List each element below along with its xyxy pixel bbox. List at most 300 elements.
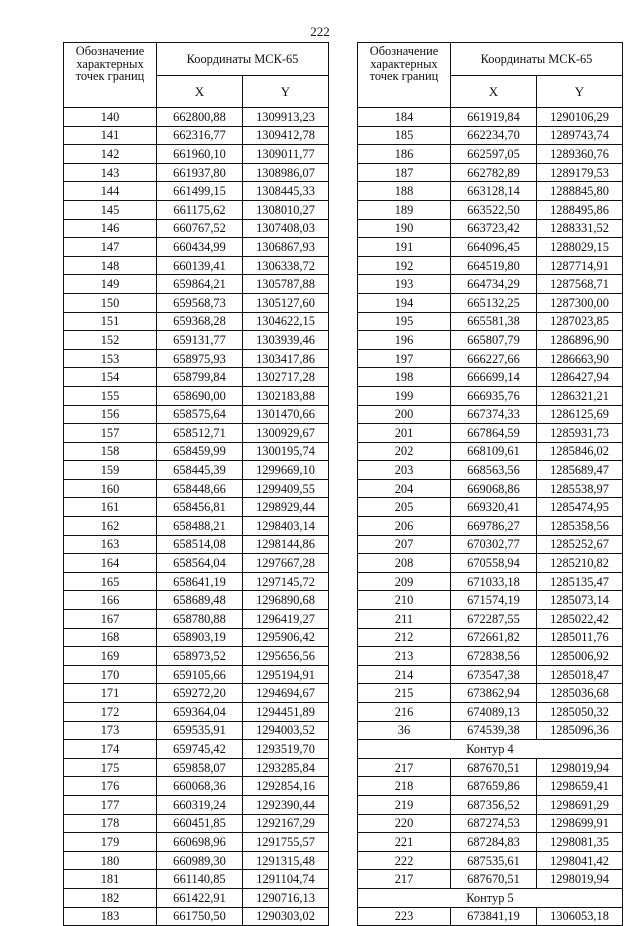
y-coordinate-cell: 1299669,10 xyxy=(243,461,329,480)
y-coordinate-cell: 1298144,86 xyxy=(243,535,329,554)
y-coordinate-cell: 1287300,00 xyxy=(537,293,623,312)
point-number-cell: 190 xyxy=(358,219,451,238)
x-coordinate-cell: 658459,99 xyxy=(157,442,243,461)
table-row xyxy=(64,833,329,852)
contour-label: Контур 4 xyxy=(358,740,623,759)
point-number-cell: 223 xyxy=(358,907,451,926)
x-coordinate-cell: 660068,36 xyxy=(157,777,243,796)
point-number-cell: 199 xyxy=(358,386,451,405)
y-coordinate-cell: 1302183,88 xyxy=(243,386,329,405)
x-coordinate-cell: 658514,08 xyxy=(157,535,243,554)
y-coordinate-cell: 1286427,94 xyxy=(537,368,623,387)
x-coordinate-cell: 670302,77 xyxy=(451,535,537,554)
y-coordinate-cell: 1285073,14 xyxy=(537,591,623,610)
y-coordinate-cell: 1286663,90 xyxy=(537,349,623,368)
y-coordinate-cell: 1288331,52 xyxy=(537,219,623,238)
table-row xyxy=(64,758,329,777)
table-row xyxy=(358,498,623,517)
point-number-cell: 217 xyxy=(358,758,451,777)
y-coordinate-cell: 1298699,91 xyxy=(537,814,623,833)
x-coordinate-cell: 658448,66 xyxy=(157,479,243,498)
x-coordinate-cell: 665581,38 xyxy=(451,312,537,331)
table-row xyxy=(64,870,329,889)
table-row xyxy=(358,200,623,219)
y-coordinate-cell: 1299409,55 xyxy=(243,479,329,498)
y-column-header: Y xyxy=(537,76,623,108)
y-coordinate-cell: 1285036,68 xyxy=(537,684,623,703)
y-coordinate-cell: 1298019,94 xyxy=(537,870,623,889)
x-coordinate-cell: 663522,50 xyxy=(451,200,537,219)
x-coordinate-cell: 659272,20 xyxy=(157,684,243,703)
y-coordinate-cell: 1308445,33 xyxy=(243,182,329,201)
table-row xyxy=(358,405,623,424)
x-coordinate-cell: 674539,38 xyxy=(451,721,537,740)
point-number-cell: 201 xyxy=(358,424,451,443)
x-coordinate-cell: 658973,52 xyxy=(157,647,243,666)
y-coordinate-cell: 1309913,23 xyxy=(243,108,329,127)
table-row xyxy=(358,703,623,722)
y-coordinate-cell: 1298041,42 xyxy=(537,851,623,870)
point-number-cell: 148 xyxy=(64,256,157,275)
y-coordinate-cell: 1285931,73 xyxy=(537,424,623,443)
y-coordinate-cell: 1294694,67 xyxy=(243,684,329,703)
point-number-cell: 211 xyxy=(358,610,451,629)
x-coordinate-cell: 660319,24 xyxy=(157,795,243,814)
table-row xyxy=(64,703,329,722)
y-coordinate-cell: 1285018,47 xyxy=(537,665,623,684)
x-coordinate-cell: 658575,64 xyxy=(157,405,243,424)
y-coordinate-cell: 1297145,72 xyxy=(243,572,329,591)
x-coordinate-cell: 666699,14 xyxy=(451,368,537,387)
point-number-cell: 160 xyxy=(64,479,157,498)
y-coordinate-cell: 1295906,42 xyxy=(243,628,329,647)
table-row xyxy=(64,535,329,554)
point-number-cell: 157 xyxy=(64,424,157,443)
coordinates-header: Координаты МСК-65 xyxy=(451,43,623,76)
y-coordinate-cell: 1293285,84 xyxy=(243,758,329,777)
table-row xyxy=(64,851,329,870)
y-coordinate-cell: 1296890,68 xyxy=(243,591,329,610)
y-coordinate-cell: 1285006,92 xyxy=(537,647,623,666)
table-row xyxy=(358,461,623,480)
y-coordinate-cell: 1306053,18 xyxy=(537,907,623,926)
point-number-cell: 194 xyxy=(358,293,451,312)
y-coordinate-cell: 1306867,93 xyxy=(243,238,329,257)
table-row xyxy=(358,647,623,666)
y-coordinate-cell: 1289743,74 xyxy=(537,126,623,145)
y-coordinate-cell: 1294451,89 xyxy=(243,703,329,722)
x-coordinate-cell: 663128,14 xyxy=(451,182,537,201)
x-coordinate-cell: 659368,28 xyxy=(157,312,243,331)
point-number-cell: 205 xyxy=(358,498,451,517)
point-number-cell: 191 xyxy=(358,238,451,257)
y-coordinate-cell: 1286125,69 xyxy=(537,405,623,424)
point-number-cell: 219 xyxy=(358,795,451,814)
x-coordinate-cell: 687274,53 xyxy=(451,814,537,833)
table-row xyxy=(358,833,623,852)
x-coordinate-cell: 659864,21 xyxy=(157,275,243,294)
table-row xyxy=(64,888,329,907)
y-coordinate-cell: 1309412,78 xyxy=(243,126,329,145)
point-number-cell: 209 xyxy=(358,572,451,591)
x-coordinate-cell: 687535,61 xyxy=(451,851,537,870)
table-row xyxy=(64,424,329,443)
y-coordinate-cell: 1305127,60 xyxy=(243,293,329,312)
y-coordinate-cell: 1293519,70 xyxy=(243,740,329,759)
x-coordinate-cell: 658488,21 xyxy=(157,517,243,536)
point-number-cell: 168 xyxy=(64,628,157,647)
x-coordinate-cell: 687356,52 xyxy=(451,795,537,814)
x-coordinate-cell: 661175,62 xyxy=(157,200,243,219)
table-row xyxy=(358,163,623,182)
x-coordinate-cell: 660767,52 xyxy=(157,219,243,238)
x-coordinate-cell: 666227,66 xyxy=(451,349,537,368)
table-row xyxy=(358,610,623,629)
table-row xyxy=(64,721,329,740)
page-number: 222 xyxy=(310,24,330,39)
y-coordinate-cell: 1285011,76 xyxy=(537,628,623,647)
y-coordinate-cell: 1306338,72 xyxy=(243,256,329,275)
point-number-cell: 181 xyxy=(64,870,157,889)
x-coordinate-cell: 659364,04 xyxy=(157,703,243,722)
x-coordinate-cell: 672838,56 xyxy=(451,647,537,666)
y-coordinate-cell: 1285846,02 xyxy=(537,442,623,461)
y-coordinate-cell: 1292167,29 xyxy=(243,814,329,833)
table-row xyxy=(358,758,623,777)
table-row xyxy=(64,275,329,294)
x-coordinate-cell: 661140,85 xyxy=(157,870,243,889)
y-coordinate-cell: 1297667,28 xyxy=(243,554,329,573)
table-row xyxy=(358,814,623,833)
y-coordinate-cell: 1289360,76 xyxy=(537,145,623,164)
y-coordinate-cell: 1292390,44 xyxy=(243,795,329,814)
x-coordinate-cell: 658690,00 xyxy=(157,386,243,405)
x-coordinate-cell: 669068,86 xyxy=(451,479,537,498)
y-coordinate-cell: 1292854,16 xyxy=(243,777,329,796)
y-coordinate-cell: 1288845,80 xyxy=(537,182,623,201)
table-row xyxy=(358,108,623,127)
y-coordinate-cell: 1285358,56 xyxy=(537,517,623,536)
y-coordinate-cell: 1303939,46 xyxy=(243,331,329,350)
y-coordinate-cell: 1298929,44 xyxy=(243,498,329,517)
point-number-cell: 213 xyxy=(358,647,451,666)
table-row xyxy=(64,814,329,833)
table-row xyxy=(64,219,329,238)
x-coordinate-cell: 661937,80 xyxy=(157,163,243,182)
x-coordinate-cell: 658689,48 xyxy=(157,591,243,610)
point-number-cell: 164 xyxy=(64,554,157,573)
y-coordinate-cell: 1285135,47 xyxy=(537,572,623,591)
x-coordinate-cell: 669786,27 xyxy=(451,517,537,536)
y-coordinate-cell: 1296419,27 xyxy=(243,610,329,629)
point-number-cell: 145 xyxy=(64,200,157,219)
table-row xyxy=(64,498,329,517)
point-number-cell: 171 xyxy=(64,684,157,703)
point-number-cell: 149 xyxy=(64,275,157,294)
y-coordinate-cell: 1298081,35 xyxy=(537,833,623,852)
x-coordinate-cell: 659745,42 xyxy=(157,740,243,759)
point-number-cell: 184 xyxy=(358,108,451,127)
point-number-cell: 162 xyxy=(64,517,157,536)
table-row xyxy=(358,572,623,591)
x-coordinate-cell: 668109,61 xyxy=(451,442,537,461)
table-row xyxy=(358,442,623,461)
table-row xyxy=(64,517,329,536)
x-coordinate-cell: 665132,25 xyxy=(451,293,537,312)
x-coordinate-cell: 660698,96 xyxy=(157,833,243,852)
y-coordinate-cell: 1298691,29 xyxy=(537,795,623,814)
y-coordinate-cell: 1300195,74 xyxy=(243,442,329,461)
table-row xyxy=(358,312,623,331)
x-coordinate-cell: 672661,82 xyxy=(451,628,537,647)
x-coordinate-cell: 658564,04 xyxy=(157,554,243,573)
y-coordinate-cell: 1295194,91 xyxy=(243,665,329,684)
table-row xyxy=(64,256,329,275)
point-number-cell: 178 xyxy=(64,814,157,833)
table-row xyxy=(358,293,623,312)
x-coordinate-cell: 674089,13 xyxy=(451,703,537,722)
point-number-cell: 150 xyxy=(64,293,157,312)
table-row xyxy=(358,795,623,814)
y-coordinate-cell: 1307408,03 xyxy=(243,219,329,238)
x-coordinate-cell: 668563,56 xyxy=(451,461,537,480)
x-coordinate-cell: 673841,19 xyxy=(451,907,537,926)
table-row xyxy=(64,591,329,610)
x-coordinate-cell: 673862,94 xyxy=(451,684,537,703)
table-row xyxy=(358,870,623,889)
point-number-cell: 221 xyxy=(358,833,451,852)
x-coordinate-cell: 673547,38 xyxy=(451,665,537,684)
table-row xyxy=(64,182,329,201)
y-coordinate-cell: 1298019,94 xyxy=(537,758,623,777)
point-number-cell: 144 xyxy=(64,182,157,201)
point-number-cell: 173 xyxy=(64,721,157,740)
point-number-cell: 212 xyxy=(358,628,451,647)
point-number-cell: 202 xyxy=(358,442,451,461)
x-coordinate-cell: 658641,19 xyxy=(157,572,243,591)
y-coordinate-cell: 1285022,42 xyxy=(537,610,623,629)
y-coordinate-cell: 1285689,47 xyxy=(537,461,623,480)
y-coordinate-cell: 1285096,36 xyxy=(537,721,623,740)
x-coordinate-cell: 666935,76 xyxy=(451,386,537,405)
point-designation-header: Обозначение характерных точек границ xyxy=(64,43,157,108)
coordinates-table-left xyxy=(63,42,329,926)
x-coordinate-cell: 658456,81 xyxy=(157,498,243,517)
x-column-header: X xyxy=(157,76,243,108)
table-row xyxy=(358,684,623,703)
table-row xyxy=(64,628,329,647)
point-number-cell: 196 xyxy=(358,331,451,350)
table-row xyxy=(358,479,623,498)
point-number-cell: 210 xyxy=(358,591,451,610)
point-number-cell: 166 xyxy=(64,591,157,610)
y-coordinate-cell: 1294003,52 xyxy=(243,721,329,740)
point-number-cell: 217 xyxy=(358,870,451,889)
table-row xyxy=(64,349,329,368)
point-number-cell: 207 xyxy=(358,535,451,554)
point-number-cell: 141 xyxy=(64,126,157,145)
point-number-cell: 192 xyxy=(358,256,451,275)
y-coordinate-cell: 1287023,85 xyxy=(537,312,623,331)
y-coordinate-cell: 1291104,74 xyxy=(243,870,329,889)
table-row xyxy=(64,442,329,461)
x-coordinate-cell: 661750,50 xyxy=(157,907,243,926)
y-coordinate-cell: 1302717,28 xyxy=(243,368,329,387)
x-coordinate-cell: 672287,55 xyxy=(451,610,537,629)
table-row xyxy=(64,795,329,814)
point-number-cell: 174 xyxy=(64,740,157,759)
x-coordinate-cell: 670558,94 xyxy=(451,554,537,573)
table-row xyxy=(64,368,329,387)
table-row xyxy=(358,554,623,573)
y-coordinate-cell: 1285210,82 xyxy=(537,554,623,573)
y-coordinate-cell: 1308986,07 xyxy=(243,163,329,182)
y-column-header: Y xyxy=(243,76,329,108)
point-number-cell: 172 xyxy=(64,703,157,722)
y-coordinate-cell: 1287714,91 xyxy=(537,256,623,275)
contour-label: Контур 5 xyxy=(358,888,623,907)
x-coordinate-cell: 662316,77 xyxy=(157,126,243,145)
y-coordinate-cell: 1289179,53 xyxy=(537,163,623,182)
point-number-cell: 187 xyxy=(358,163,451,182)
table-row xyxy=(358,591,623,610)
coordinates-table-right xyxy=(357,42,623,926)
point-number-cell: 169 xyxy=(64,647,157,666)
x-coordinate-cell: 667374,33 xyxy=(451,405,537,424)
point-number-cell: 151 xyxy=(64,312,157,331)
x-coordinate-cell: 658799,84 xyxy=(157,368,243,387)
point-number-cell: 155 xyxy=(64,386,157,405)
x-coordinate-cell: 662782,89 xyxy=(451,163,537,182)
table-row xyxy=(64,479,329,498)
x-column-header: X xyxy=(451,76,537,108)
contour-row xyxy=(358,888,623,907)
table-row xyxy=(358,907,623,926)
table-row xyxy=(64,238,329,257)
x-coordinate-cell: 661919,84 xyxy=(451,108,537,127)
table-row xyxy=(64,777,329,796)
table-row xyxy=(358,238,623,257)
x-coordinate-cell: 661422,91 xyxy=(157,888,243,907)
point-number-cell: 177 xyxy=(64,795,157,814)
point-number-cell: 179 xyxy=(64,833,157,852)
point-number-cell: 195 xyxy=(358,312,451,331)
point-number-cell: 214 xyxy=(358,665,451,684)
y-coordinate-cell: 1290716,13 xyxy=(243,888,329,907)
x-coordinate-cell: 662234,70 xyxy=(451,126,537,145)
table-row xyxy=(64,907,329,926)
y-coordinate-cell: 1304622,15 xyxy=(243,312,329,331)
point-number-cell: 36 xyxy=(358,721,451,740)
y-coordinate-cell: 1309011,77 xyxy=(243,145,329,164)
table-row xyxy=(64,145,329,164)
table-row xyxy=(64,312,329,331)
y-coordinate-cell: 1291315,48 xyxy=(243,851,329,870)
table-row xyxy=(64,293,329,312)
x-coordinate-cell: 659858,07 xyxy=(157,758,243,777)
x-coordinate-cell: 671033,18 xyxy=(451,572,537,591)
table-row xyxy=(64,572,329,591)
point-number-cell: 218 xyxy=(358,777,451,796)
point-number-cell: 186 xyxy=(358,145,451,164)
table-row xyxy=(64,163,329,182)
y-coordinate-cell: 1290106,29 xyxy=(537,108,623,127)
table-row xyxy=(64,610,329,629)
table-row xyxy=(358,219,623,238)
point-number-cell: 146 xyxy=(64,219,157,238)
x-coordinate-cell: 661960,10 xyxy=(157,145,243,164)
y-coordinate-cell: 1285050,32 xyxy=(537,703,623,722)
point-number-cell: 153 xyxy=(64,349,157,368)
x-coordinate-cell: 659568,73 xyxy=(157,293,243,312)
table-row xyxy=(358,777,623,796)
point-number-cell: 154 xyxy=(64,368,157,387)
table-row xyxy=(358,517,623,536)
point-designation-header: Обозначение характерных точек границ xyxy=(358,43,451,108)
point-number-cell: 180 xyxy=(64,851,157,870)
point-number-cell: 156 xyxy=(64,405,157,424)
x-coordinate-cell: 664519,80 xyxy=(451,256,537,275)
table-row xyxy=(358,628,623,647)
y-coordinate-cell: 1286896,90 xyxy=(537,331,623,350)
point-number-cell: 222 xyxy=(358,851,451,870)
y-coordinate-cell: 1303417,86 xyxy=(243,349,329,368)
x-coordinate-cell: 658903,19 xyxy=(157,628,243,647)
point-number-cell: 206 xyxy=(358,517,451,536)
table-row xyxy=(64,108,329,127)
coordinates-header: Координаты МСК-65 xyxy=(157,43,329,76)
x-coordinate-cell: 660989,30 xyxy=(157,851,243,870)
point-number-cell: 152 xyxy=(64,331,157,350)
table-row xyxy=(64,331,329,350)
table-row xyxy=(358,256,623,275)
table-row xyxy=(358,368,623,387)
point-number-cell: 215 xyxy=(358,684,451,703)
x-coordinate-cell: 662800,88 xyxy=(157,108,243,127)
y-coordinate-cell: 1298403,14 xyxy=(243,517,329,536)
point-number-cell: 175 xyxy=(64,758,157,777)
y-coordinate-cell: 1290303,02 xyxy=(243,907,329,926)
y-coordinate-cell: 1298659,41 xyxy=(537,777,623,796)
y-coordinate-cell: 1285252,67 xyxy=(537,535,623,554)
x-coordinate-cell: 659131,77 xyxy=(157,331,243,350)
table-row xyxy=(64,665,329,684)
point-number-cell: 170 xyxy=(64,665,157,684)
x-coordinate-cell: 658975,93 xyxy=(157,349,243,368)
point-number-cell: 159 xyxy=(64,461,157,480)
y-coordinate-cell: 1291755,57 xyxy=(243,833,329,852)
x-coordinate-cell: 687670,51 xyxy=(451,758,537,777)
table-row xyxy=(64,126,329,145)
point-number-cell: 189 xyxy=(358,200,451,219)
table-row xyxy=(64,461,329,480)
point-number-cell: 165 xyxy=(64,572,157,591)
table-row xyxy=(64,647,329,666)
y-coordinate-cell: 1305787,88 xyxy=(243,275,329,294)
table-row xyxy=(64,740,329,759)
table-row xyxy=(64,200,329,219)
x-coordinate-cell: 687670,51 xyxy=(451,870,537,889)
table-row xyxy=(358,275,623,294)
table-row xyxy=(64,684,329,703)
point-number-cell: 161 xyxy=(64,498,157,517)
y-coordinate-cell: 1295656,56 xyxy=(243,647,329,666)
x-coordinate-cell: 658512,71 xyxy=(157,424,243,443)
x-coordinate-cell: 667864,59 xyxy=(451,424,537,443)
point-number-cell: 163 xyxy=(64,535,157,554)
x-coordinate-cell: 662597,05 xyxy=(451,145,537,164)
point-number-cell: 193 xyxy=(358,275,451,294)
